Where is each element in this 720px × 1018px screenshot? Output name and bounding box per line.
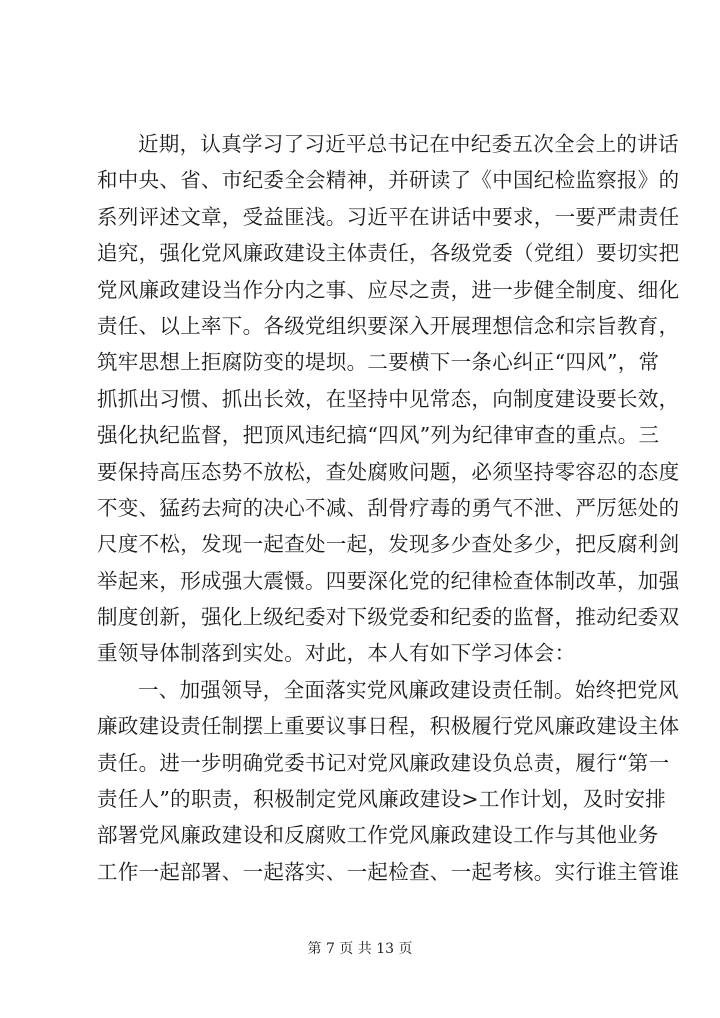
paragraph-line: 系列评述文章，受益匪浅。习近平在讲话中要求，一要严肃责任 bbox=[97, 204, 680, 229]
paragraph-line: 党风廉政建设当作分内之事、应尽之责，进一步健全制度、细化 bbox=[97, 277, 680, 302]
paragraph-line: 近期，认真学习了习近平总书记在中纪委五次全会上的讲话 bbox=[138, 132, 679, 156]
paragraph-line: 责任、以上率下。各级党组织要深入开展理想信念和宗旨教育， bbox=[97, 313, 680, 338]
paragraph-line: 不变、猛药去疴的决心不减、刮骨疗毒的勇气不泄、严厉惩处的 bbox=[97, 495, 680, 520]
paragraph-line: 廉政建设责任制摆上重要议事日程，积极履行党风廉政建设主体 bbox=[97, 714, 680, 739]
paragraph-line: 制度创新，强化上级纪委对下级党委和纪委的监督，推动纪委双 bbox=[97, 605, 680, 630]
paragraph-line: 和中央、省、市纪委全会精神，并研读了《中国纪检监察报》的 bbox=[97, 168, 680, 193]
paragraph-line: 要保持高压态势不放松，查处腐败问题，必须坚持零容忍的态度 bbox=[97, 459, 680, 484]
paragraph-line: 追究，强化党风廉政建设主体责任，各级党委（党组）要切实把 bbox=[97, 241, 680, 266]
paragraph-line: 一、加强领导，全面落实党风廉政建设责任制。始终把党风 bbox=[138, 677, 679, 702]
paragraph-line: 抓抓出习惯、抓出长效，在坚持中见常态，向制度建设要长效， bbox=[97, 386, 680, 411]
paragraph-line: 责任。进一步明确党委书记对党风廉政建设负总责，履行“第一 bbox=[97, 750, 670, 775]
paragraph-line: 部署党风廉政建设和反腐败工作党风廉政建设工作与其他业务 bbox=[97, 823, 659, 848]
paragraph-line: 举起来，形成强大震慑。四要深化党的纪律检查体制改革，加强 bbox=[97, 568, 680, 593]
paragraph-line: 重领导体制落到实处。对此，本人有如下学习体会： bbox=[97, 641, 576, 666]
page-number-footer: 第 7 页 共 13 页 bbox=[307, 941, 413, 957]
paragraph-line: 尺度不松，发现一起查处一起，发现多少查处多少，把反腐利剑 bbox=[97, 532, 680, 557]
paragraph-line: 强化执纪监督，把顶风违纪搞“四风”列为纪律审查的重点。三 bbox=[97, 423, 660, 448]
document-body bbox=[97, 126, 680, 890]
paragraph-line: 筑牢思想上拒腐防变的堤坝。二要横下一条心纠正“四风”，常 bbox=[97, 350, 660, 375]
paragraph-line: 责任人”的职责，积极制定党风廉政建设>工作计划，及时安排 bbox=[97, 787, 667, 812]
paragraph-line: 工作一起部署、一起落实、一起检查、一起考核。实行谁主管谁 bbox=[97, 859, 680, 884]
